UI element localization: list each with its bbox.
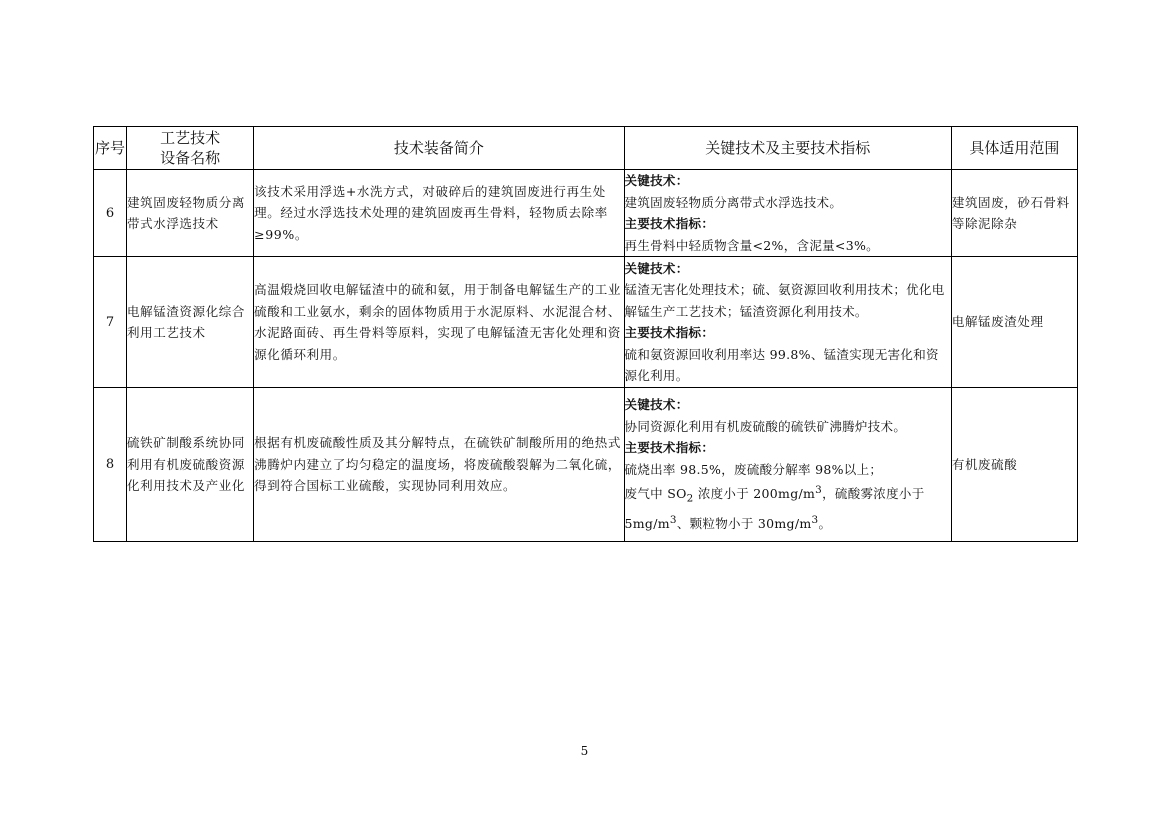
table-header-row (94, 127, 1078, 170)
main-index-text: 硫烧出率 98.5%，废硫酸分解率 98%以上； (624, 461, 883, 477)
main-index-text: 硫和氨资源回收利用率达 99.8%、锰渣实现无害化和资源化利用。 (624, 346, 939, 383)
introduction-text: 该技术采用浮选+水洗方式，对破碎后的建筑固废进行再生处理。经过水浮选技术处理的建筑固废再生骨料，轻物质去除率≥99%。 (254, 170, 624, 257)
key-technology-label: 关键技术： (624, 260, 689, 276)
application-scope: 建筑固废，砂石骨料等除泥除杂 (951, 170, 1077, 257)
emission-text-part: 废气中 SO (624, 486, 687, 502)
row-number: 7 (94, 257, 127, 388)
key-technology-text: 建筑固废轻物质分离带式水浮选技术。 (624, 194, 843, 210)
application-scope: 电解锰废渣处理 (951, 257, 1077, 388)
introduction-text: 高温煅烧回收电解锰渣中的硫和氨，用于制备电解锰生产的工业硫酸和工业氨水，剩余的固体物质用于水泥原料、水泥混合材、水泥路面砖、再生骨料等原料，实现了电解锰渣无害化处理和资源化循环利用。 (254, 257, 624, 388)
table-row (94, 170, 1078, 257)
key-technology-label: 关键技术： (624, 397, 689, 413)
superscript: 3 (811, 514, 819, 527)
table-row (94, 257, 1078, 388)
key-technology-cell (624, 388, 951, 542)
key-technology-cell (624, 170, 951, 257)
application-scope: 有机废硫酸 (951, 388, 1077, 542)
header-scope: 具体适用范围 (951, 127, 1077, 170)
main-index-label: 主要技术指标： (624, 216, 715, 231)
superscript: 3 (815, 484, 823, 497)
table-row (94, 388, 1078, 542)
process-name: 建筑固废轻物质分离带式水浮选技术 (127, 170, 254, 257)
row-number: 6 (94, 170, 127, 257)
header-process-name: 工艺技术 设备名称 (127, 127, 254, 170)
key-technology-cell (624, 257, 951, 388)
main-index-label: 主要技术指标： (624, 440, 715, 456)
superscript: 3 (669, 514, 677, 527)
header-serial-number: 序号 (94, 127, 127, 170)
emission-text-part: 。 (818, 516, 832, 532)
subscript: 2 (686, 492, 694, 505)
main-index-text: 再生骨料中轻质物含量<2%，含泥量<3%。 (624, 237, 879, 253)
emission-text-part: 浓度小于 200mg/m (693, 486, 816, 502)
row-number: 8 (94, 388, 127, 542)
page-number: 5 (580, 744, 589, 758)
process-name: 电解锰渣资源化综合利用工艺技术 (127, 257, 254, 388)
introduction-text: 根据有机废硫酸性质及其分解特点，在硫铁矿制酸所用的绝热式沸腾炉内建立了均匀稳定的温度场，将废硫酸裂解为二氧化硫，得到符合国标工业硫酸，实现协同利用效应。 (254, 388, 624, 542)
header-introduction: 技术装备简介 (254, 127, 624, 170)
emission-index-text (625, 480, 951, 535)
emission-text-part: ，硫酸雾浓度小于 5mg/m (624, 486, 925, 532)
key-technology-text: 锰渣无害化处理技术；硫、氨资源回收利用技术；优化电解锰生产工艺技术；锰渣资源化利用技术。 (624, 282, 945, 319)
main-index-label: 主要技术指标： (624, 325, 715, 340)
key-technology-text: 协同资源化利用有机废硫酸的硫铁矿沸腾炉技术。 (624, 418, 907, 434)
emission-text-part: 、颗粒物小于 30mg/m (676, 516, 812, 532)
header-key-technology: 关键技术及主要技术指标 (624, 127, 951, 170)
technology-table (93, 126, 1078, 542)
key-technology-label: 关键技术： (624, 173, 689, 188)
process-name: 硫铁矿制酸系统协同利用有机废硫酸资源化利用技术及产业化 (127, 388, 254, 542)
